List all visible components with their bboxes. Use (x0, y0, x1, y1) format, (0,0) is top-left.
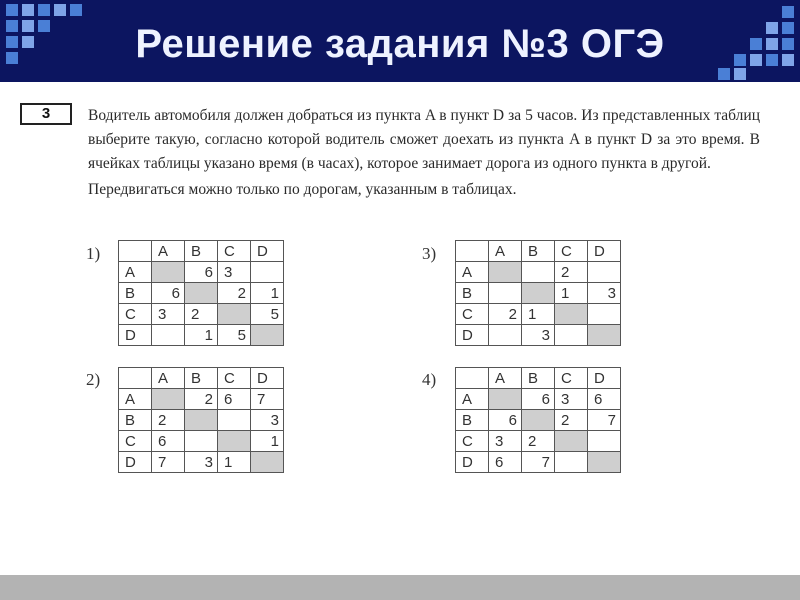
diagonal-cell (522, 410, 555, 431)
option-4-table (455, 367, 621, 473)
table-header-cell: C (555, 368, 588, 389)
table-row (456, 304, 621, 325)
table-cell: 6 (522, 389, 555, 410)
diagonal-cell (218, 431, 251, 452)
table-cell: 6 (152, 283, 185, 304)
table-cell: 3 (522, 325, 555, 346)
row-label-cell: D (119, 452, 152, 473)
row-label-cell: D (456, 452, 489, 473)
table-cell: 5 (218, 325, 251, 346)
option-1-table (118, 240, 284, 346)
table-cell: 2 (489, 304, 522, 325)
diagonal-cell (185, 410, 218, 431)
decor-square (54, 4, 66, 16)
row-label-cell: A (456, 262, 489, 283)
table-row (456, 431, 621, 452)
task-paragraph: Передвигаться можно только по дорогам, указанным в таблицах. (88, 181, 517, 198)
table-row (119, 262, 284, 283)
decor-square (718, 68, 730, 80)
table-cell: 6 (588, 389, 621, 410)
table-cell: 2 (152, 410, 185, 431)
table-row (456, 283, 621, 304)
table-cell (152, 325, 185, 346)
table-header-cell: D (251, 368, 284, 389)
table-cell: 1 (251, 431, 284, 452)
row-label-cell: B (119, 283, 152, 304)
table-header-cell: A (489, 368, 522, 389)
task-statement (88, 104, 760, 202)
table-cell (588, 262, 621, 283)
row-label-cell: A (456, 389, 489, 410)
table-row (119, 283, 284, 304)
slide-footer-bar (0, 575, 800, 600)
table-header-row (119, 368, 284, 389)
row-label-cell: C (456, 431, 489, 452)
row-label-cell: A (119, 262, 152, 283)
table-cell: 6 (489, 410, 522, 431)
option-label: 1) (86, 244, 101, 263)
table-cell: 7 (522, 452, 555, 473)
diagonal-cell (251, 452, 284, 473)
table-row (119, 452, 284, 473)
table-cell (489, 283, 522, 304)
table-header-row (119, 241, 284, 262)
table-cell: 3 (251, 410, 284, 431)
option-2-table (118, 367, 284, 473)
table-row (119, 410, 284, 431)
table-header-cell: D (251, 241, 284, 262)
decor-square (734, 68, 746, 80)
table-cell: 2 (185, 304, 218, 325)
table-row (456, 452, 621, 473)
row-label-cell: B (119, 410, 152, 431)
option-label: 4) (422, 370, 437, 389)
row-label-cell: B (456, 283, 489, 304)
table-row (119, 325, 284, 346)
table-cell: 2 (555, 410, 588, 431)
table-cell: 1 (522, 304, 555, 325)
decor-square (22, 4, 34, 16)
row-label-cell: C (456, 304, 489, 325)
diagonal-cell (152, 262, 185, 283)
task-paragraph: Водитель автомобиля должен добраться из пункта A в пункт D за 5 часов. Из представленных таблиц выберите такую, согласно которой водитель сможет доехать из пункта A в пункт D за это время. В ячейках таблицы указано время (в часах), которое занимает дорога из одного пункта в другой. (88, 107, 760, 172)
option-3-table (455, 240, 621, 346)
table-row (119, 431, 284, 452)
table-cell: 2 (218, 283, 251, 304)
decor-square (782, 6, 794, 18)
table-cell: 7 (152, 452, 185, 473)
option-label: 3) (422, 244, 437, 263)
diagonal-cell (218, 304, 251, 325)
table-cell (588, 431, 621, 452)
task-number-badge: 3 (20, 103, 72, 125)
table-cell (218, 410, 251, 431)
diagonal-cell (185, 283, 218, 304)
table-cell: 7 (251, 389, 284, 410)
diagonal-cell (588, 452, 621, 473)
row-label-cell: B (456, 410, 489, 431)
slide-header (0, 0, 800, 82)
table-cell (555, 325, 588, 346)
table-header-cell: B (522, 368, 555, 389)
diagonal-cell (489, 389, 522, 410)
table-cell (555, 452, 588, 473)
table-header-cell: A (489, 241, 522, 262)
table-cell: 6 (185, 262, 218, 283)
table-cell: 1 (555, 283, 588, 304)
table-corner-cell (456, 368, 489, 389)
diagonal-cell (489, 262, 522, 283)
table-header-cell: C (555, 241, 588, 262)
table-cell: 3 (588, 283, 621, 304)
diagonal-cell (152, 389, 185, 410)
table-cell (185, 431, 218, 452)
table-header-row (456, 241, 621, 262)
diagonal-cell (555, 304, 588, 325)
table-cell (251, 262, 284, 283)
table-corner-cell (119, 368, 152, 389)
decor-square (6, 4, 18, 16)
table-cell: 3 (185, 452, 218, 473)
option-label: 2) (86, 370, 101, 389)
table-row (119, 304, 284, 325)
table-cell: 1 (251, 283, 284, 304)
table-cell: 5 (251, 304, 284, 325)
table-cell: 3 (489, 431, 522, 452)
table-header-cell: B (185, 368, 218, 389)
row-label-cell: D (119, 325, 152, 346)
table-header-cell: D (588, 368, 621, 389)
diagonal-cell (555, 431, 588, 452)
table-corner-cell (119, 241, 152, 262)
decor-square (70, 4, 82, 16)
table-cell: 7 (588, 410, 621, 431)
table-cell: 6 (152, 431, 185, 452)
table-corner-cell (456, 241, 489, 262)
diagonal-cell (588, 325, 621, 346)
table-cell (522, 262, 555, 283)
table-cell: 2 (522, 431, 555, 452)
table-header-cell: B (522, 241, 555, 262)
table-row (119, 389, 284, 410)
table-cell: 3 (218, 262, 251, 283)
diagonal-cell (522, 283, 555, 304)
table-cell: 2 (555, 262, 588, 283)
table-row (456, 325, 621, 346)
table-header-cell: A (152, 241, 185, 262)
table-header-row (456, 368, 621, 389)
row-label-cell: D (456, 325, 489, 346)
table-row (456, 262, 621, 283)
table-cell (489, 325, 522, 346)
table-cell: 1 (218, 452, 251, 473)
table-cell: 3 (152, 304, 185, 325)
slide-title: Решение задания №3 ОГЭ (135, 22, 665, 66)
table-cell: 6 (218, 389, 251, 410)
diagonal-cell (251, 325, 284, 346)
table-cell: 1 (185, 325, 218, 346)
decor-square (38, 4, 50, 16)
row-label-cell: C (119, 431, 152, 452)
table-cell: 3 (555, 389, 588, 410)
table-cell (588, 304, 621, 325)
table-header-cell: A (152, 368, 185, 389)
row-label-cell: A (119, 389, 152, 410)
table-row (456, 389, 621, 410)
table-cell: 2 (185, 389, 218, 410)
table-header-cell: C (218, 368, 251, 389)
table-header-cell: C (218, 241, 251, 262)
table-header-cell: B (185, 241, 218, 262)
table-row (456, 410, 621, 431)
row-label-cell: C (119, 304, 152, 325)
table-cell: 6 (489, 452, 522, 473)
table-header-cell: D (588, 241, 621, 262)
